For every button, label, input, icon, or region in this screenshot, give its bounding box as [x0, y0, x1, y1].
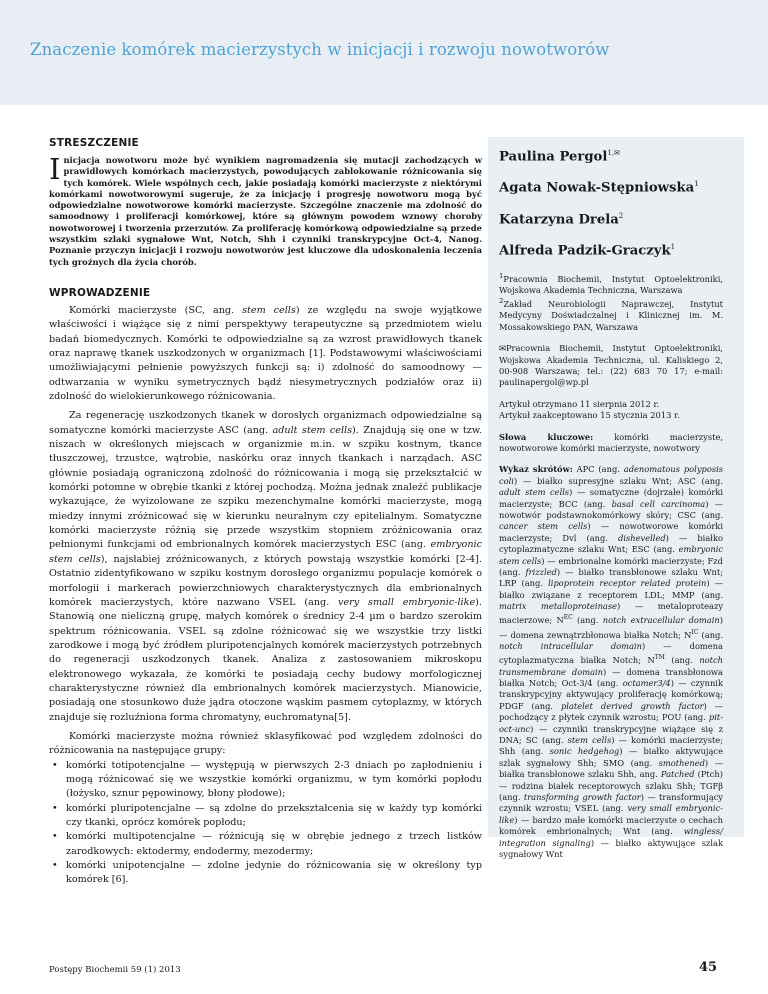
abbreviation-segment: ) — pochodzący z płytek czynnik wzrostu; POU (ang.	[499, 700, 724, 723]
abbreviation-segment: ) — nowotwór podstawnokomórkowy skóry; CSC (ang.	[499, 498, 724, 520]
author-name: Paulina Pergol$^{1,✉}$	[499, 149, 620, 165]
author-name: Katarzyna Drela$^2$	[499, 211, 624, 228]
abbreviation-segment: ) — domena zewnątrzbłonowa białka Notch; N	[499, 615, 723, 640]
main-column	[49, 137, 482, 888]
keywords: Słowa kluczowe: komórki macierzyste, nowotworowe komórki macierzyste, nowotwory	[499, 431, 724, 453]
abbreviation-segment: (ang.	[664, 655, 700, 666]
abbreviation-segment: ) — białko supresyjne szlaku Wnt; ASC (ang.	[513, 475, 723, 486]
journal-footer: Postępy Biochemii 59 (1) 2013	[49, 965, 181, 975]
author-name: Agata Nowak-Stępniowska$^1$	[499, 180, 699, 196]
intro-paragraph-2: Za regenerację uszkodzonych tkanek w dorosłych organizmach odpowiedzialne są somatyczne komórki macierzyste ASC (ang. adult stem cells). Znajdują się one w tzw. niszach w określonych miejscach w organizmie m.in. w szpiku kostnym, tkance tłuszczowej, trzustce, wątrobie, naskórku oraz innych tkankach i narządach. ASC głównie posiadają ograniczoną zdolność do różnicowania i mogą się przekształcić w komórki potomne w obrębie tkanki z której pochodzą. Można jednak znaleźć publikacje wykazujące, że wyizolowane ze szpiku mezenchymalne komórki macierzyste, mogą miedzy innymi zróżnicować się w kierunku neuralnym czy epitelialnym. Somatyczne komórki macierzyste różnią się przede wszystkim stopniem zróżnicowania oraz pełnionymi funkcjami od embrionalnych komórek macierzystych ESC (ang. embryonic stem cells), najsłabiej zróżnicowanych, z których powstają wszystkie komórki [2-4]. Ostatnio zidentyfikowano w szpiku kostnym dorosłego organizmu populacje komórek o morfologii i markerach powierzchniowych charakterystycznych dla embrionalnych komórek macierzystych, które nazwano VSEL (ang. very small embryonic-like). Stanowią one nieliczną grupę, małych komórek o średnicy 2-4 µm o bardzo szerokim spektrum różnicowania. VSEL są zdolne różnicować się we wszystkie trzy listki zarodkowe i mogą być źródłem pluripotencjalnych komórek macierzystych potrzebnych do regeneracji uszkodzonych tkanek. Analiza z zastosowaniem mikroskopu elektronowego wykazała, że komórki te posiadają cechy budowy morfologicznej charakterystyczne również dla embrionalnych komórek macierzystych. Mianowicie, posiadają one stosunkowo duże jądra otoczone wąskim pasmem cytoplazmy, w których znajduje się rozluźniona forma chromatyny, euchromatyna[5].	[49, 410, 482, 723]
correspondence-address: ✉Pracownia Biochemii, Instytut Optoelektroniki, Wojskowa Akademia Techniczna, ul. Kaliskiego 2, 00-908 Warszawa; tel.: (22) 683 70 17; e-mail: paulinapergol@wp.pl	[499, 343, 723, 388]
abbreviation-segment: ) — białka transbłonowe szlaku Shh, ang.	[499, 757, 724, 780]
abbreviation-segment: ) — bardzo małe komórki macierzyste o cechach komórek embrionalnych; Wnt (ang.	[499, 814, 723, 837]
abbreviation-segment: matrix metalloproteinase	[499, 601, 618, 612]
list-item: • komórki unipotencjalne — zdolne jedynie do różnicowania się w określony typ komórek [6].	[66, 859, 482, 888]
keywords-label: Słowa kluczowe:	[499, 431, 594, 442]
abbreviation-segment: dishevelled	[618, 532, 666, 543]
abbreviation-segment: ) — białko cytoplazmatyczne szlaku Wnt; ESC (ang.	[499, 532, 723, 555]
accepted-date: Artykuł zaakceptowano 15 stycznia 2013 r.	[499, 410, 680, 421]
article-dates	[499, 399, 723, 422]
abstract-dropcap: I	[49, 152, 61, 186]
abbreviation-segment: platelet derived growth factor	[560, 700, 704, 711]
list-item: • komórki multipotencjalne — różnicują się w obrębie jednego z trzech listków zarodkowych: ektodermy, endodermy, mezodermy;	[66, 830, 482, 859]
abbreviation-segment: ) — transformujący czynnik wzrostu; VSEL (ang.	[499, 792, 723, 814]
list-item: • komórki totipotencjalne — występują w pierwszych 2-3 dniach po zapłodnieniu i mogą różnicować się we wszystkie komórki organizmu, w tym komórki popłodu (łożysko, sznur pępowinowy, błony płodowe);	[66, 759, 482, 802]
article-title: Znaczenie komórek macierzystych w inicjacji i rozwoju nowotworów	[30, 40, 610, 59]
abbreviation-segment: cancer stem cells	[499, 521, 588, 532]
abbreviation-segment: embryonic stem cells	[499, 544, 723, 566]
abbreviation-segment: frizzled	[525, 567, 557, 578]
abbreviation-segment: ) — somatyczne (dojrzałe) komórki macierzyste; BCC (ang.	[499, 487, 723, 509]
abbreviation-segment: pit-oct-unc	[499, 712, 723, 734]
abbreviation-segment: smothened	[658, 757, 705, 768]
abbreviation-segment: TM	[654, 654, 665, 662]
abbreviation-segment: wingless/ integration signaling	[499, 826, 723, 848]
abbreviation-segment: ) — czynnik transkrypcyjny aktywujący proliferację komórkową; PDGF (ang.	[499, 677, 723, 711]
abbreviation-segment: ) — domena cytoplazmatyczna białka Notch; N	[499, 641, 724, 666]
abbreviations	[499, 464, 723, 860]
abstract-text	[49, 152, 482, 268]
abbreviation-segment: (ang.	[698, 629, 723, 640]
abbreviation-segment: Patched	[660, 769, 695, 780]
received-date: Artykuł otrzymano 11 sierpnia 2012 r.	[499, 398, 660, 409]
abbreviations-body	[499, 464, 723, 859]
abbreviation-segment: ) — białko aktywujące szlak sygnałowy Wnt	[499, 837, 723, 860]
abbreviation-segment: very small embryonic-like	[499, 803, 723, 825]
intro-paragraph-3: Komórki macierzyste można również sklasyfikować pod względem zdolności do różnicowania na następujące grupy:	[49, 730, 482, 757]
intro-heading: WPROWADZENIE	[49, 286, 151, 299]
page-number: 45	[699, 960, 718, 975]
abbreviation-segment: ) — nowotworowe komórki macierzyste; Dvl (ang.	[499, 521, 723, 543]
abstract-body: nicjacja nowotworu może być wynikiem nagromadzenia się mutacji zachodzących w prawidłowych komórkach macierzystych, powodujących zablokowanie różnicowania się tych komórek. Wiele wspólnych cech, jakie posiadają komórki macierzyste z niektórymi komórkami nowotworowymi sugeruje, że za inicjację i progresję nowotworu mogą być odpowiedzialne nowotworowe komórki macierzyste. Szczególne znaczenie ma zdolność do samoodnowy i proliferacji komórkowej, które są głównym powodem wznowy choroby nowotworowej i tworzenia przerzutów. Za proliferację komórkową odpowiedzialne są przede wszystkim szlaki sygnałowe Wnt, Notch, Shh i czynniki transkrypcyjne Oct-4, Nanog. Poznanie przyczyn inicjacji i rozwoju nowotworów jest kluczowe dla udoskonalenia leczenia tych groźnych dla życia chorób.	[49, 155, 482, 267]
affiliation: $^1$Pracownia Biochemii, Instytut Optoelektroniki, Wojskowa Akademia Techniczna, Warszawa	[499, 271, 723, 295]
sidebar-column	[499, 137, 723, 860]
abbreviation-segment: (Ptch) — rodzina białek receptorowych szlaku Shh; TGFβ (ang.	[499, 769, 723, 803]
abbreviation-segment: notch intracellular domain	[499, 641, 642, 651]
abbreviations-label: Wykaz skrótów:	[499, 464, 573, 475]
intro-paragraph-1: Komórki macierzyste (SC, ang. stem cells) ze względu na swoje wyjątkowe właściwości i wiążące się z nimi perspektywy terapeutyczne są przedmiotem wielu badań biomedycznych. Komórki te odpowiedzialne są za wzrost prawidłowych tkanek oraz naprawę tkanek uszkodzonych w organizmach [1]. Podstawowymi właściwościami umożliwiającymi pełnienie powyższych funkcji są: i) zdolność do samoodnowy — odtwarzania w wyniku symetrycznych bądź niesymetrycznych podziałów oraz ii) zdolność do wielokierunkowego różnicowania.	[49, 304, 482, 403]
abbreviation-segment: IC	[691, 628, 699, 636]
abbreviation-segment: ) — czynniki transkrypcyjne wiążące się z DNA; SC (ang.	[499, 723, 723, 746]
abbreviation-segment: notch transmembrane domain	[499, 655, 723, 677]
abbreviation-segment: basal cell carcinoma	[611, 498, 706, 509]
abbreviation-segment: ) — białko transbłonowe szlaku Wnt; LRP (ang.	[499, 567, 724, 589]
abbreviation-segment: ) — domena transbłonowa białka Notch; Oct-3/4 (ang.	[499, 666, 723, 688]
abbreviation-segment: octamer3/4	[622, 677, 671, 688]
abbreviation-segment: notch extracellular domain	[602, 615, 720, 626]
abbreviation-segment: ) — białko aktywujące szlak sygnałowy Shh; SMO (ang.	[499, 746, 723, 768]
affiliation: $^2$Zakład Neurobiologii Naprawczej, Instytut Medycyny Doświadczalnej i Klinicznej im. M. Mossakowskiego PAN, Warszawa	[499, 297, 723, 332]
author-name: Alfreda Padzik-Graczyk$^1$	[499, 243, 676, 259]
abbreviation-segment: stem cells	[567, 735, 612, 746]
abstract-heading: STRESZCZENIE	[49, 137, 139, 149]
abbreviation-segment: transforming growth factor	[523, 792, 641, 803]
abbreviation-segment: adult stem cells	[499, 487, 570, 498]
abbreviation-segment: ) — metaloproteazy macierzowe; N	[499, 601, 724, 626]
abbreviation-segment: ) — embrionalne komórki macierzyste; Fzd (ang.	[499, 555, 723, 578]
abbreviation-segment: ) — białko związane z receptorem LDL; MMP (ang.	[499, 578, 724, 600]
abbreviation-segment: sonic hedgehog	[549, 746, 620, 757]
list-item: • komórki pluripotencjalne — są zdolne do przekształcenia się w każdy typ komórki czy tkanki, oprócz komórek popłodu;	[66, 802, 482, 831]
abbreviation-segment: EC	[563, 614, 573, 622]
abbreviation-segment: lipoprotein receptor related protein	[548, 578, 707, 589]
abbreviation-segment: ) — komórki macierzyste; Shh (ang.	[499, 735, 724, 757]
differentiation-list	[49, 759, 482, 888]
abbreviation-segment: adenomatous polyposis coli	[499, 464, 723, 486]
abbreviation-segment: APC (ang.	[572, 464, 624, 475]
abbreviation-segment: (ang.	[572, 615, 603, 626]
mail-icon: ✉	[499, 343, 506, 354]
